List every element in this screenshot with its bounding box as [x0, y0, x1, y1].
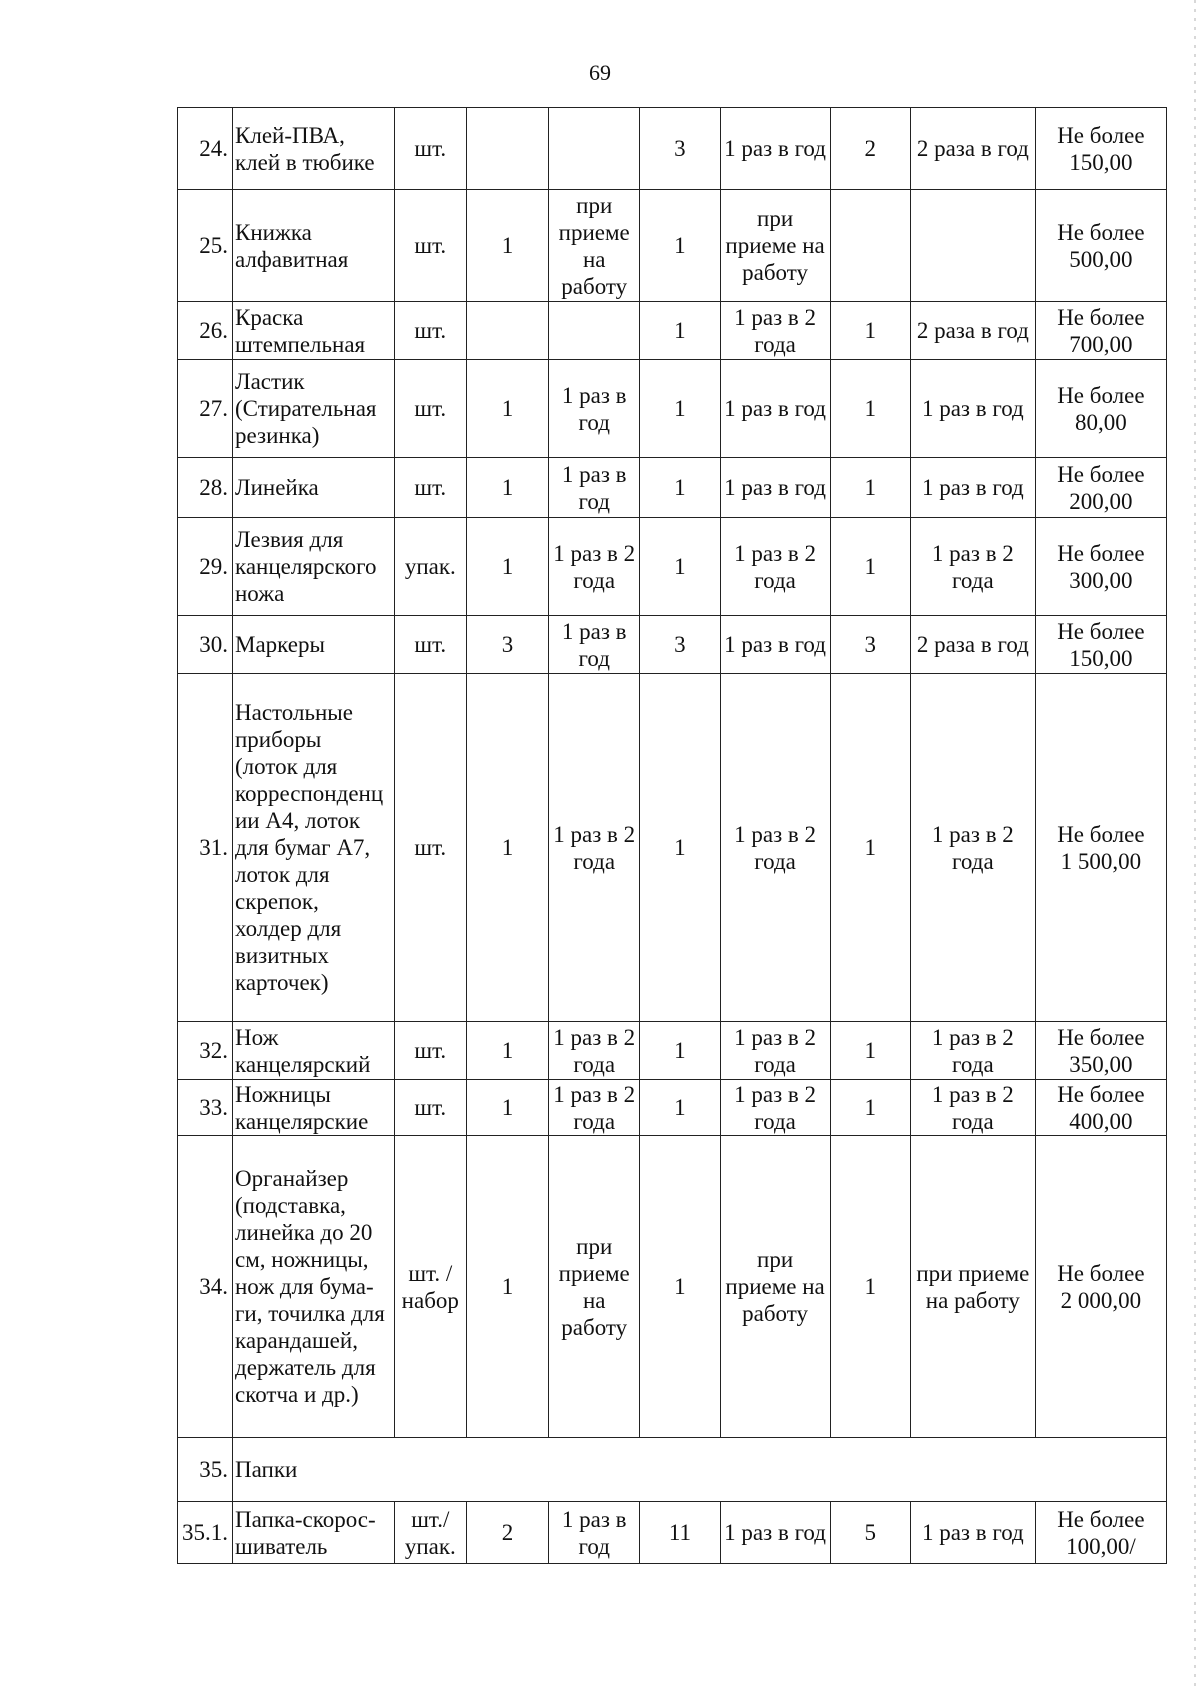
period-1: 1 раз в 2 года: [549, 1080, 640, 1136]
period-2: 1 раз в год: [720, 458, 830, 518]
quantity-2: 1: [640, 360, 720, 458]
page-number: 69: [589, 60, 611, 85]
period-2: 1 раз в год: [720, 1502, 830, 1564]
unit: шт.: [394, 1080, 466, 1136]
period-1: 1 раз в 2 года: [549, 674, 640, 1022]
price: Не более 200,00: [1035, 458, 1166, 518]
quantity-2: 3: [640, 108, 720, 190]
unit: шт.: [394, 302, 466, 360]
quantity-1: 2: [466, 1502, 549, 1564]
period-3: 1 раз в 2 года: [910, 1080, 1035, 1136]
item-name: Клей-ПВА, клей в тюбике: [233, 108, 395, 190]
scan-edge-marks: [1194, 0, 1196, 1686]
period-1: 1 раз в 2 года: [549, 518, 640, 616]
quantity-2: 1: [640, 1080, 720, 1136]
period-3: 1 раз в год: [910, 360, 1035, 458]
period-3: [910, 190, 1035, 302]
period-2: 1 раз в год: [720, 616, 830, 674]
period-2: при приеме на работу: [720, 1136, 830, 1438]
quantity-1: 1: [466, 518, 549, 616]
item-name: Ластик (Стирательная резинка): [233, 360, 395, 458]
period-2: 1 раз в 2 года: [720, 518, 830, 616]
quantity-1: 1: [466, 458, 549, 518]
table-row: [178, 1502, 1167, 1564]
row-number: 30.: [178, 616, 233, 674]
period-3: 1 раз в год: [910, 1502, 1035, 1564]
period-1: 1 раз в год: [549, 458, 640, 518]
period-1: [549, 108, 640, 190]
supplies-table: [177, 107, 1167, 1564]
quantity-3: 1: [830, 458, 910, 518]
price: Не более 500,00: [1035, 190, 1166, 302]
row-number: 28.: [178, 458, 233, 518]
price: Не более 1 500,00: [1035, 674, 1166, 1022]
quantity-2: 1: [640, 1022, 720, 1080]
unit: шт.: [394, 1022, 466, 1080]
quantity-3: 1: [830, 1022, 910, 1080]
period-3: 1 раз в 2 года: [910, 1022, 1035, 1080]
price: Не более 2 000,00: [1035, 1136, 1166, 1438]
row-number: 33.: [178, 1080, 233, 1136]
unit: шт.: [394, 360, 466, 458]
quantity-2: 1: [640, 674, 720, 1022]
quantity-2: 1: [640, 458, 720, 518]
table-row: [178, 1022, 1167, 1080]
period-1: при приеме на работу: [549, 190, 640, 302]
period-2: 1 раз в 2 года: [720, 302, 830, 360]
period-3: 2 раза в год: [910, 108, 1035, 190]
quantity-3: 1: [830, 302, 910, 360]
period-3: 2 раза в год: [910, 616, 1035, 674]
section-title: Папки: [233, 1438, 1167, 1502]
quantity-1: 1: [466, 1136, 549, 1438]
table-row: [178, 458, 1167, 518]
row-number: 34.: [178, 1136, 233, 1438]
table-row: [178, 518, 1167, 616]
item-name: Настольные приборы (лоток для корреспонденц ии А4, лоток для бумаг А7, лоток для скрепок, холдер для визитных карточек): [233, 674, 395, 1022]
item-name: Ножницы канцелярские: [233, 1080, 395, 1136]
period-1: при приеме на работу: [549, 1136, 640, 1438]
table-row: [178, 360, 1167, 458]
item-name: Нож канцелярский: [233, 1022, 395, 1080]
unit: шт.: [394, 616, 466, 674]
price: Не более 150,00: [1035, 108, 1166, 190]
quantity-2: 3: [640, 616, 720, 674]
row-number: 24.: [178, 108, 233, 190]
unit: шт.: [394, 674, 466, 1022]
item-name: Органайзер (подставка, линейка до 20 см, ножницы, нож для бума- ги, точилка для карандашей, держатель для скотча и др.): [233, 1136, 395, 1438]
quantity-2: 1: [640, 518, 720, 616]
price: Не более 80,00: [1035, 360, 1166, 458]
quantity-1: 1: [466, 190, 549, 302]
quantity-2: 1: [640, 302, 720, 360]
period-2: 1 раз в 2 года: [720, 1022, 830, 1080]
period-3: 1 раз в 2 года: [910, 674, 1035, 1022]
period-2: 1 раз в год: [720, 360, 830, 458]
row-number: 31.: [178, 674, 233, 1022]
row-number: 29.: [178, 518, 233, 616]
quantity-1: [466, 302, 549, 360]
quantity-3: 1: [830, 674, 910, 1022]
quantity-3: [830, 190, 910, 302]
period-2: 1 раз в год: [720, 108, 830, 190]
price: Не более 150,00: [1035, 616, 1166, 674]
item-name: Книжка алфавитная: [233, 190, 395, 302]
quantity-2: 1: [640, 190, 720, 302]
row-number: 27.: [178, 360, 233, 458]
row-number: 26.: [178, 302, 233, 360]
period-2: при приеме на работу: [720, 190, 830, 302]
item-name: Папка-скорос- шиватель: [233, 1502, 395, 1564]
quantity-3: 1: [830, 360, 910, 458]
price: Не более 400,00: [1035, 1080, 1166, 1136]
unit: шт.: [394, 458, 466, 518]
table-row: [178, 1080, 1167, 1136]
row-number: 35.1.: [178, 1502, 233, 1564]
quantity-2: 11: [640, 1502, 720, 1564]
period-2: 1 раз в 2 года: [720, 1080, 830, 1136]
item-name: Краска штемпельная: [233, 302, 395, 360]
quantity-2: 1: [640, 1136, 720, 1438]
period-1: 1 раз в год: [549, 1502, 640, 1564]
price: Не более 300,00: [1035, 518, 1166, 616]
quantity-1: 1: [466, 360, 549, 458]
section-number: 35.: [178, 1438, 233, 1502]
unit: шт.: [394, 108, 466, 190]
quantity-1: [466, 108, 549, 190]
table-row: [178, 108, 1167, 190]
quantity-1: 1: [466, 674, 549, 1022]
quantity-3: 2: [830, 108, 910, 190]
quantity-3: 1: [830, 1136, 910, 1438]
period-3: 1 раз в 2 года: [910, 518, 1035, 616]
period-1: [549, 302, 640, 360]
section-row: [178, 1438, 1167, 1502]
quantity-3: 1: [830, 518, 910, 616]
period-1: 1 раз в год: [549, 616, 640, 674]
item-name: Лезвия для канцелярского ножа: [233, 518, 395, 616]
quantity-3: 5: [830, 1502, 910, 1564]
unit: шт.: [394, 190, 466, 302]
table-row: [178, 674, 1167, 1022]
unit: шт./ упак.: [394, 1502, 466, 1564]
period-1: 1 раз в 2 года: [549, 1022, 640, 1080]
item-name: Маркеры: [233, 616, 395, 674]
unit: шт. / набор: [394, 1136, 466, 1438]
unit: упак.: [394, 518, 466, 616]
period-2: 1 раз в 2 года: [720, 674, 830, 1022]
quantity-1: 1: [466, 1080, 549, 1136]
quantity-1: 3: [466, 616, 549, 674]
price: Не более 700,00: [1035, 302, 1166, 360]
row-number: 25.: [178, 190, 233, 302]
price: Не более 100,00/: [1035, 1502, 1166, 1564]
period-3: 2 раза в год: [910, 302, 1035, 360]
quantity-3: 3: [830, 616, 910, 674]
row-number: 32.: [178, 1022, 233, 1080]
item-name: Линейка: [233, 458, 395, 518]
table-row: [178, 302, 1167, 360]
table-row: [178, 190, 1167, 302]
table-row: [178, 616, 1167, 674]
quantity-1: 1: [466, 1022, 549, 1080]
price: Не более 350,00: [1035, 1022, 1166, 1080]
table-row: [178, 1136, 1167, 1438]
period-3: при приеме на работу: [910, 1136, 1035, 1438]
period-1: 1 раз в год: [549, 360, 640, 458]
quantity-3: 1: [830, 1080, 910, 1136]
period-3: 1 раз в год: [910, 458, 1035, 518]
